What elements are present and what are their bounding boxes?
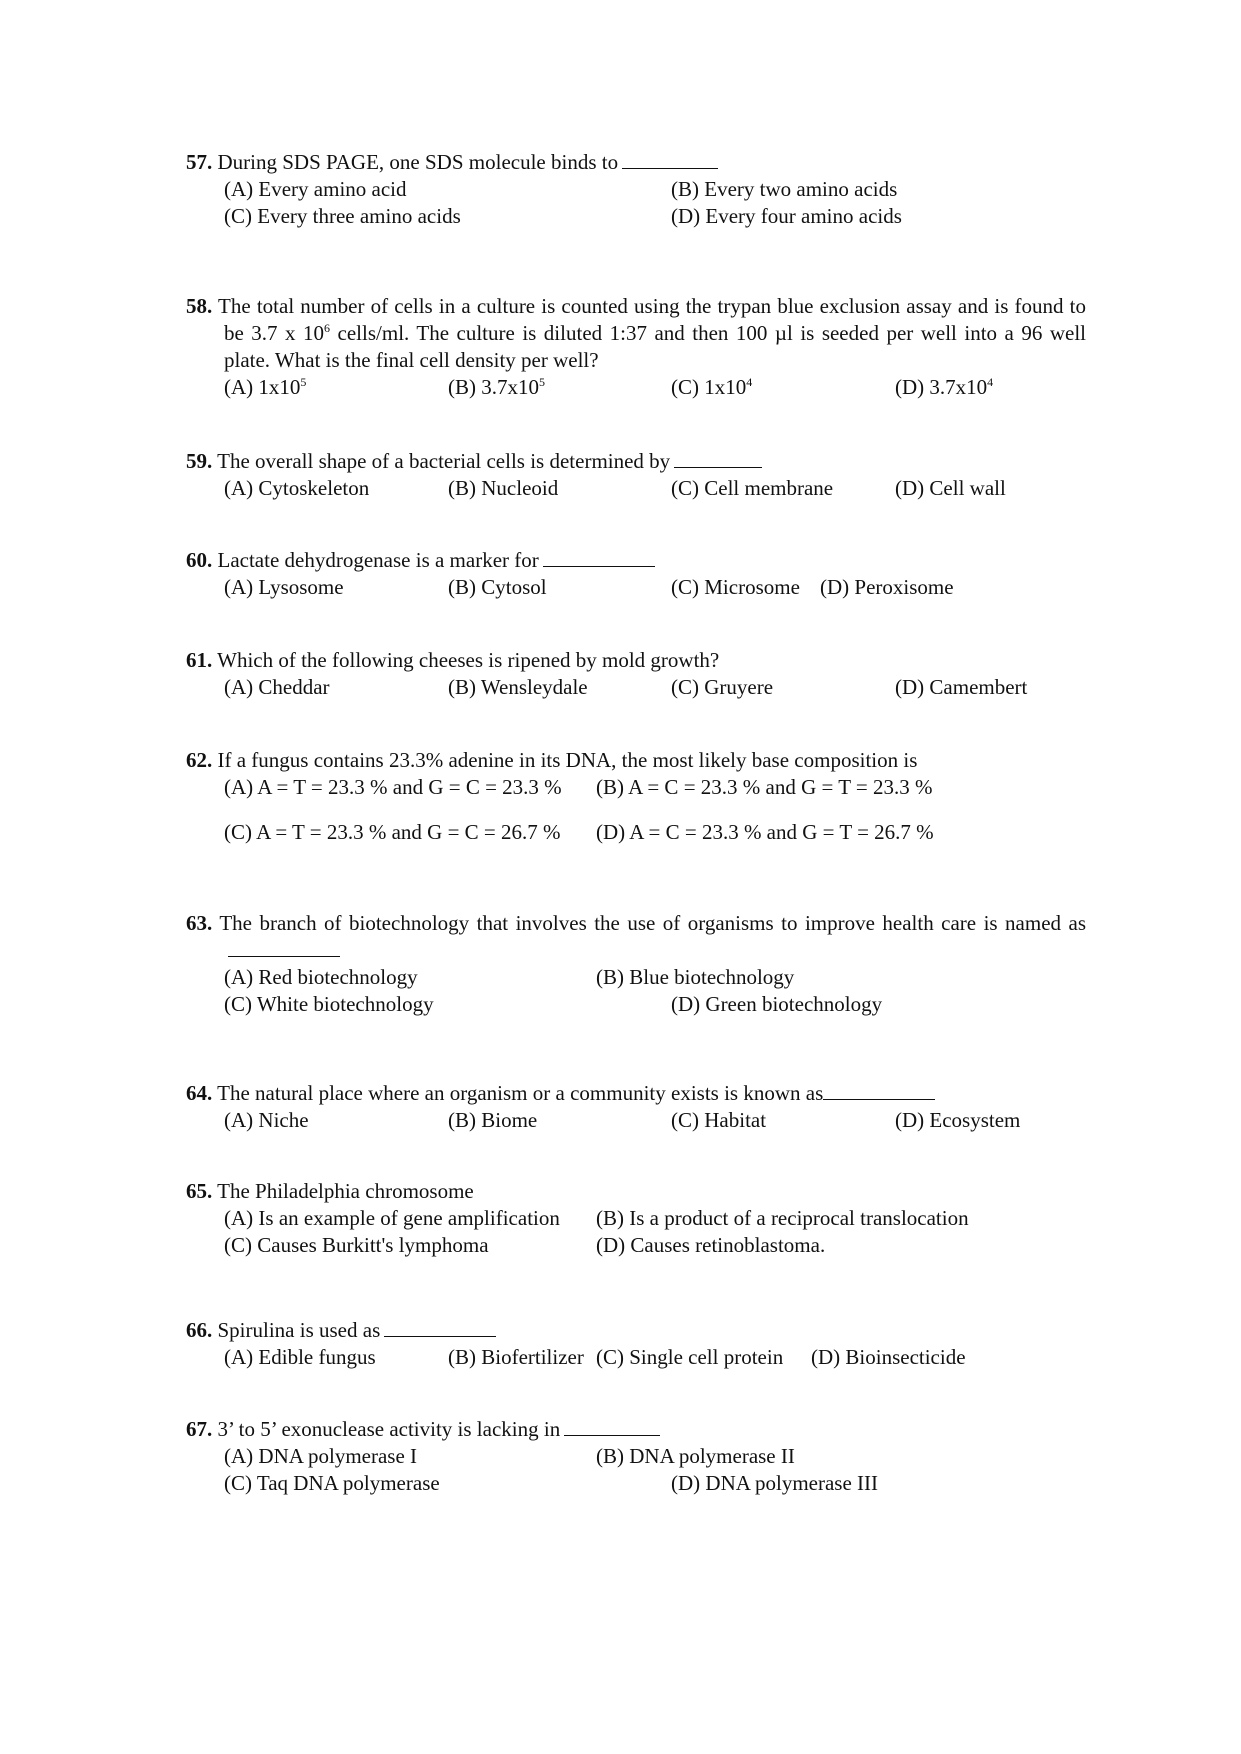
question-number: 58. xyxy=(186,294,213,318)
option-c: (C) Single cell protein xyxy=(596,1345,784,1369)
option-d: (D) $3.7x10^4$ xyxy=(895,375,994,399)
question-64 xyxy=(186,1080,1086,1134)
option-b: (B) Nucleoid xyxy=(448,476,559,500)
question-stem: If a fungus contains 23.3% adenine in its DNA, the most likely base composition is xyxy=(217,748,918,772)
question-stem: The branch of biotechnology that involves the use of organisms to improve health care is named as xyxy=(219,911,1086,935)
option-c: (C) Cell membrane xyxy=(671,476,834,500)
answer-blank xyxy=(384,1319,496,1337)
question-number: 64. xyxy=(186,1081,213,1105)
option-d: (D) Cell wall xyxy=(895,476,1006,500)
option-b: (B) Cytosol xyxy=(448,575,547,599)
option-d: (D) A = C = 23.3 % and G = T = 26.7 % xyxy=(596,820,934,844)
answer-blank xyxy=(543,549,655,567)
option-b: (B) A = C = 23.3 % and G = T = 23.3 % xyxy=(596,775,933,799)
question-stem: Spirulina is used as xyxy=(217,1318,381,1342)
question-number: 67. xyxy=(186,1417,213,1441)
option-a: (A) A = T = 23.3 % and G = C = 23.3 % xyxy=(224,775,562,799)
option-c: (C) White biotechnology xyxy=(224,992,434,1016)
answer-blank xyxy=(622,151,718,169)
option-d: (D) Bioinsecticide xyxy=(811,1345,966,1369)
answer-blank xyxy=(228,939,340,957)
question-stem-part1: The total number of cells in a culture is counted using the trypan blue exclusion assay and is found to be 3.7 x 10 xyxy=(218,294,1086,345)
question-number: 59. xyxy=(186,449,213,473)
option-a: (A) $1x10^5$ xyxy=(224,375,307,399)
question-number: 65. xyxy=(186,1179,213,1203)
option-d: (D) Camembert xyxy=(895,675,1028,699)
option-a: (A) Is an example of gene amplification xyxy=(224,1206,560,1230)
answer-blank xyxy=(823,1082,935,1100)
question-stem-part2: cells/ml. The culture is diluted 1:37 and then 100 µl is seeded per well into a 96 well plate. What is the final cell density per well? xyxy=(224,321,1086,372)
option-a: (A) Edible fungus xyxy=(224,1345,376,1369)
question-61 xyxy=(186,647,1086,701)
option-c: (C) Gruyere xyxy=(671,675,774,699)
option-c: (C) $1x10^4$ xyxy=(671,375,753,399)
option-a: (A) Red biotechnology xyxy=(224,965,418,989)
answer-blank xyxy=(674,450,762,468)
option-a: (A) Cheddar xyxy=(224,675,330,699)
option-b: (B) Blue biotechnology xyxy=(596,965,795,989)
option-c: (C) Every three amino acids xyxy=(224,204,461,228)
question-58 xyxy=(186,293,1086,401)
question-number: 57. xyxy=(186,150,213,174)
option-b: (B) $3.7x10^5$ xyxy=(448,375,545,399)
question-stem: The natural place where an organism or a community exists is known as xyxy=(217,1081,824,1105)
question-66 xyxy=(186,1317,1086,1371)
question-67 xyxy=(186,1416,1086,1497)
option-b: (B) Biofertilizer xyxy=(448,1345,584,1369)
option-a: (A) Lysosome xyxy=(224,575,344,599)
answer-blank xyxy=(564,1418,660,1436)
option-b: (B) DNA polymerase II xyxy=(596,1444,795,1468)
option-a: (A) Niche xyxy=(224,1108,309,1132)
option-a: (A) Every amino acid xyxy=(224,177,407,201)
option-a: (A) Cytoskeleton xyxy=(224,476,370,500)
question-stem: Which of the following cheeses is ripened by mold growth? xyxy=(217,648,720,672)
option-d: (D) Causes retinoblastoma. xyxy=(596,1233,826,1257)
option-c: (C) Causes Burkitt's lymphoma xyxy=(224,1233,489,1257)
option-b: (B) Wensleydale xyxy=(448,675,588,699)
option-c: (C) Habitat xyxy=(671,1108,767,1132)
question-number: 61. xyxy=(186,648,213,672)
option-c: (C) Microsome xyxy=(671,575,800,599)
question-57 xyxy=(186,149,1086,230)
question-stem: Lactate dehydrogenase is a marker for xyxy=(217,548,539,572)
question-stem: The overall shape of a bacterial cells is determined by xyxy=(217,449,671,473)
question-number: 66. xyxy=(186,1318,213,1342)
option-d: (D) Every four amino acids xyxy=(671,204,902,228)
question-number: 62. xyxy=(186,748,213,772)
question-stem: The Philadelphia chromosome xyxy=(217,1179,474,1203)
option-c: (C) A = T = 23.3 % and G = C = 26.7 % xyxy=(224,820,561,844)
option-d: (D) Green biotechnology xyxy=(671,992,883,1016)
option-d: (D) Ecosystem xyxy=(895,1108,1021,1132)
stem-exponent: 6 xyxy=(324,321,331,335)
question-60 xyxy=(186,547,1086,601)
question-number: 60. xyxy=(186,548,213,572)
question-stem: During SDS PAGE, one SDS molecule binds to xyxy=(217,150,619,174)
question-63 xyxy=(186,910,1086,1018)
option-b: (B) Biome xyxy=(448,1108,538,1132)
question-stem: 3’ to 5’ exonuclease activity is lacking in xyxy=(217,1417,561,1441)
option-d: (D) Peroxisome xyxy=(820,575,954,599)
question-65 xyxy=(186,1178,1086,1259)
question-59 xyxy=(186,448,1086,502)
question-number: 63. xyxy=(186,911,213,935)
option-b: (B) Every two amino acids xyxy=(671,177,898,201)
option-d: (D) DNA polymerase III xyxy=(671,1471,879,1495)
option-c: (C) Taq DNA polymerase xyxy=(224,1471,440,1495)
option-a: (A) DNA polymerase I xyxy=(224,1444,418,1468)
question-62 xyxy=(186,747,1086,846)
option-b: (B) Is a product of a reciprocal translocation xyxy=(596,1206,969,1230)
